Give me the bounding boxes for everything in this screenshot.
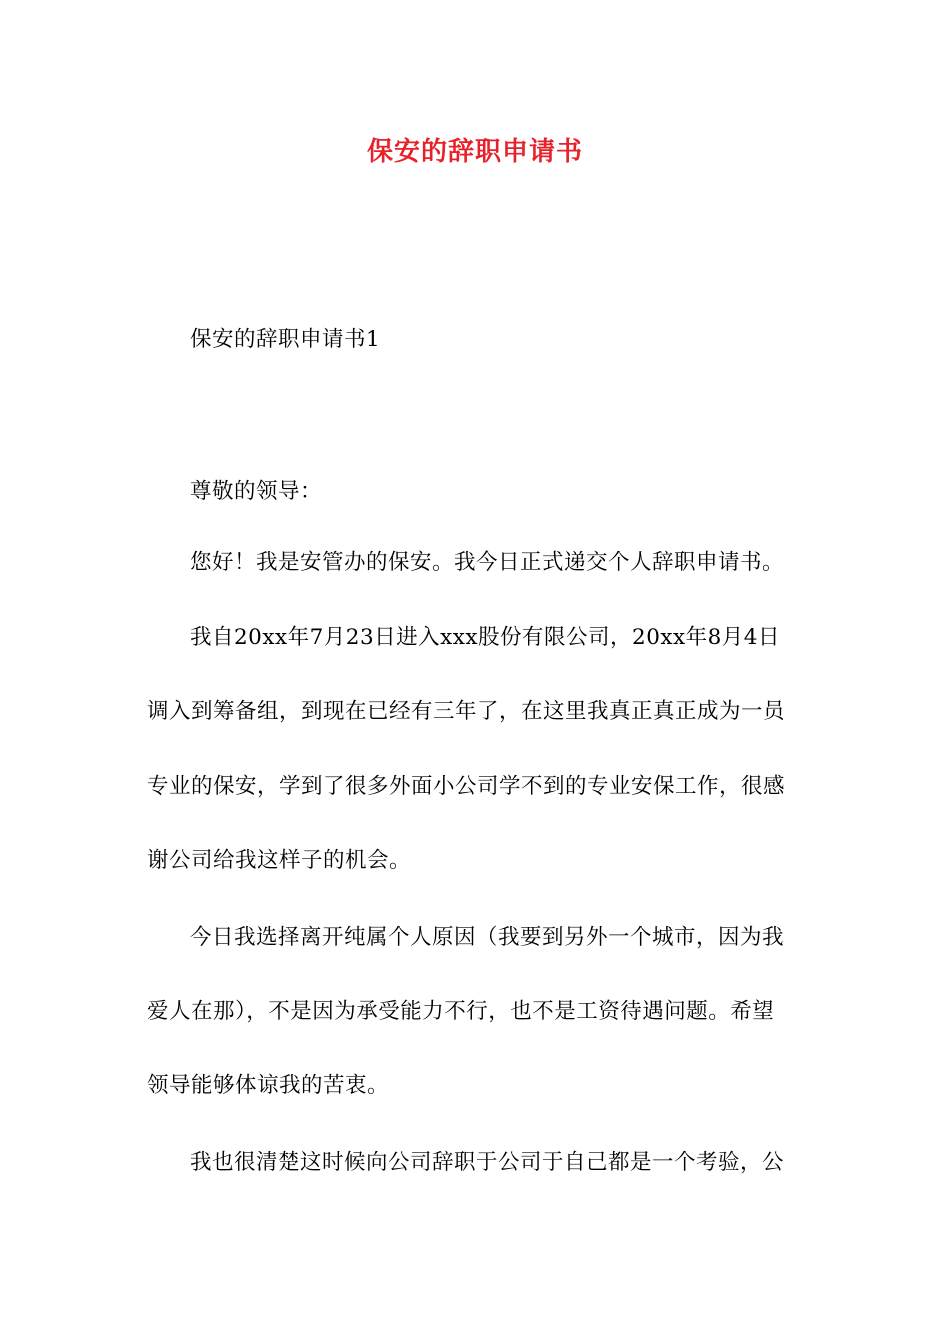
paragraph-line: 我也很清楚这时候向公司辞职于公司于自己都是一个考验，公 <box>190 1150 785 1175</box>
paragraph-line: 领导能够体谅我的苦衷。 <box>147 1073 390 1098</box>
paragraph-line: 专业的保安，学到了很多外面小公司学不到的专业安保工作，很感 <box>147 774 786 799</box>
paragraph-line: 我自20xx年7月23日进入xxx股份有限公司，20xx年8月4日 <box>190 625 780 650</box>
paragraph-line: 您好！我是安管办的保安。我今日正式递交个人辞职申请书。 <box>190 550 785 575</box>
paragraph-line: 今日我选择离开纯属个人原因（我要到另外一个城市，因为我 <box>190 925 785 950</box>
paragraph-line: 调入到筹备组，到现在已经有三年了，在这里我真正真正成为一员 <box>147 699 786 724</box>
paragraph-line: 爱人在那），不是因为承受能力不行，也不是工资待遇问题。希望 <box>147 999 775 1024</box>
document-title: 保安的辞职申请书 <box>366 137 583 167</box>
section-heading: 保安的辞职申请书1 <box>190 327 381 352</box>
salutation: 尊敬的领导： <box>190 479 323 504</box>
paragraph-line: 谢公司给我这样子的机会。 <box>147 848 412 873</box>
